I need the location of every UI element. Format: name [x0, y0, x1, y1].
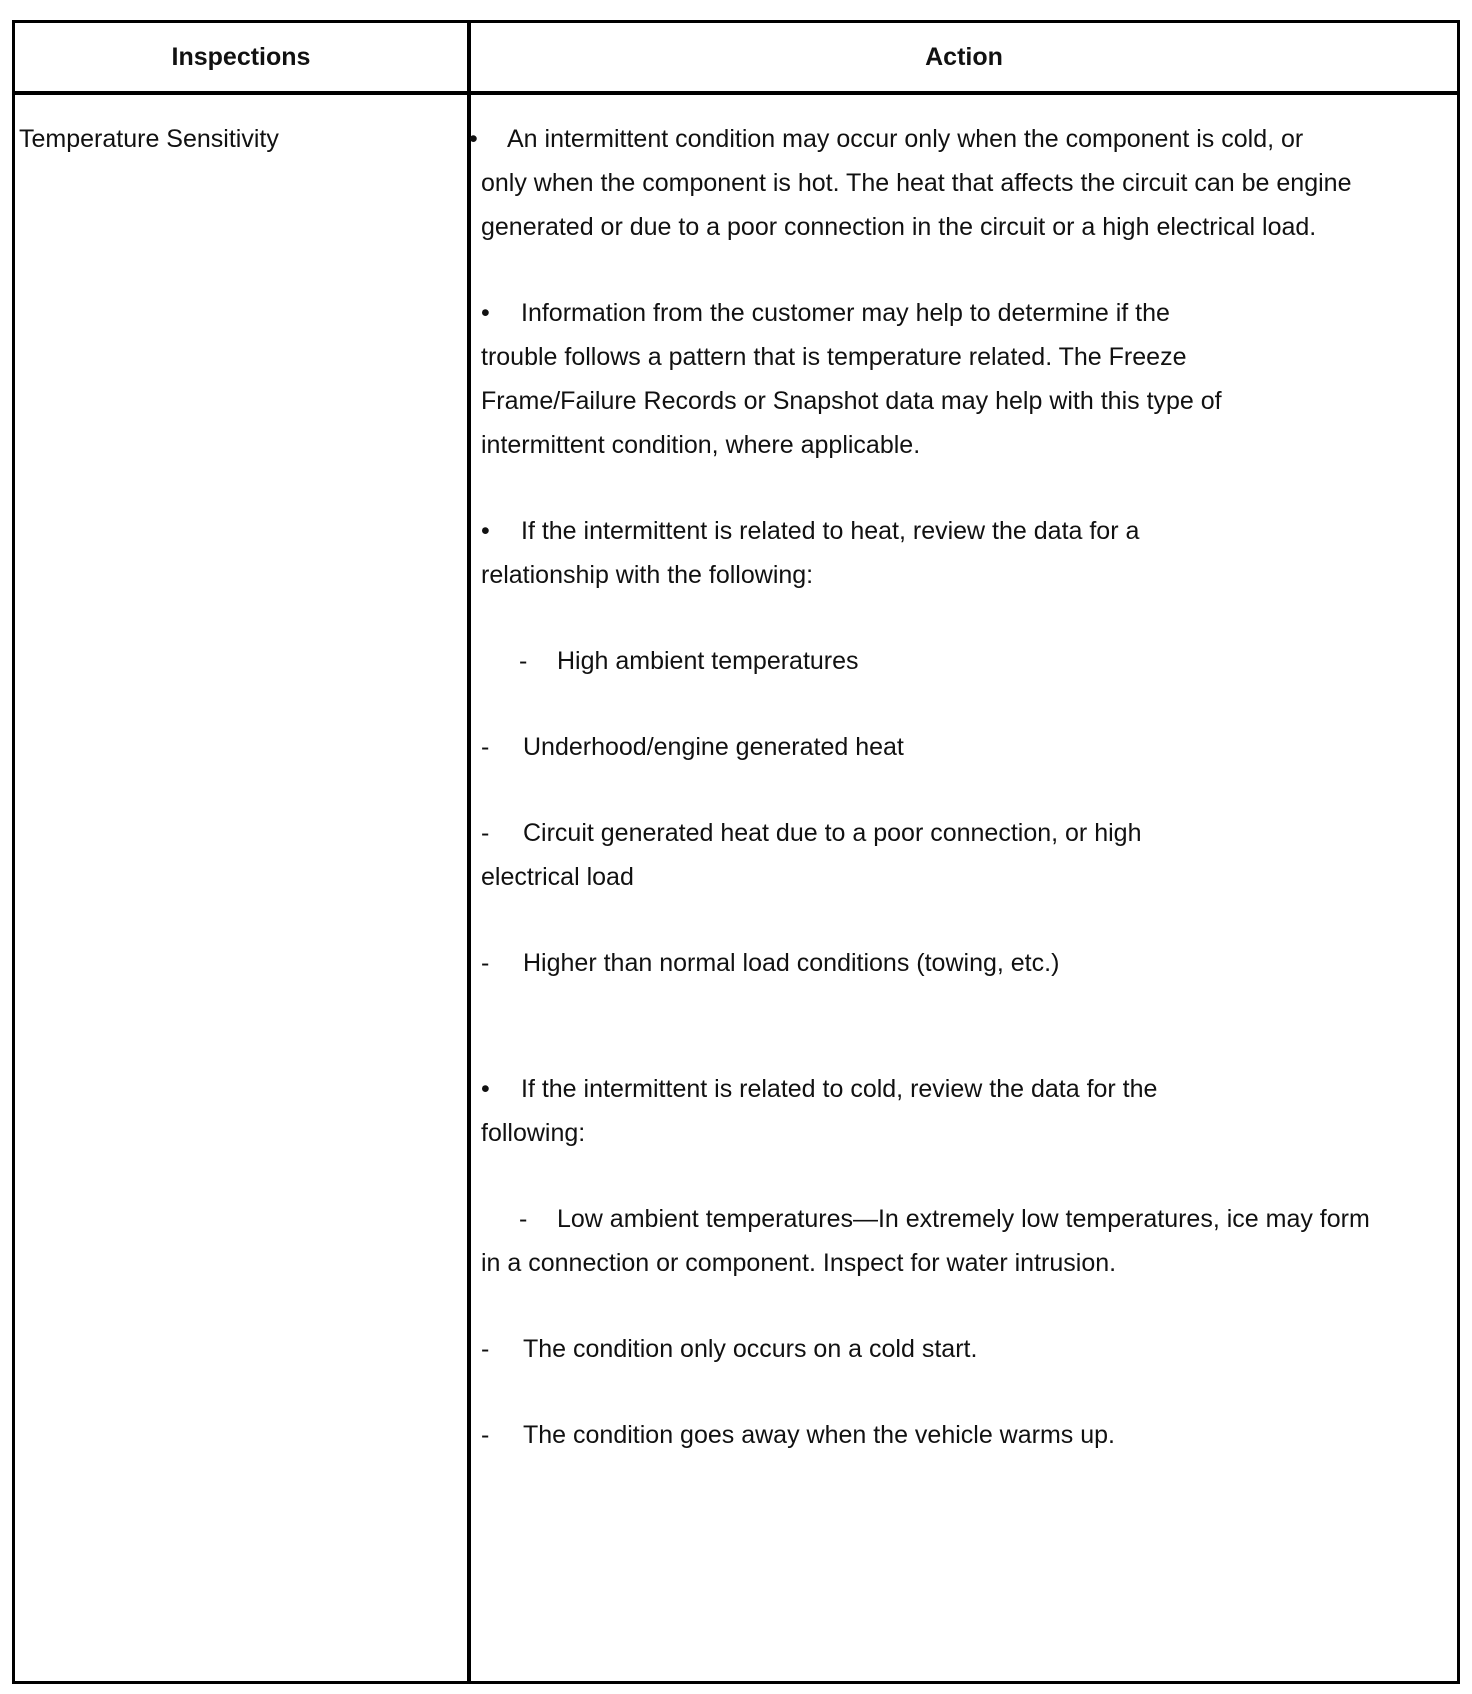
heat-item: [481, 639, 1411, 683]
cold-item: [481, 1413, 1411, 1457]
dash-marker: -: [481, 819, 490, 847]
inspection-table: [12, 20, 1460, 1684]
action-content: [469, 117, 1411, 1457]
list-item-text: Low ambient temperatures—In extremely low temperatures, ice may form in a connection or component. Inspect for water intrusion.: [481, 1205, 1370, 1277]
paragraph-heat-related: [481, 509, 1221, 597]
cold-item: [481, 1327, 1411, 1371]
bullet-marker: •: [481, 517, 490, 545]
list-item-text: High ambient temperatures: [557, 647, 859, 675]
inspection-name: Temperature Sensitivity: [19, 125, 279, 153]
list-item-text: Underhood/engine generated heat: [523, 733, 904, 761]
header-rule: [15, 91, 1457, 95]
paragraph-first-line: An intermittent condition may occur only when the component is cold, or: [507, 125, 1304, 153]
heat-item: [481, 941, 1411, 985]
cold-item: [481, 1197, 1381, 1285]
paragraph-text: Information from the customer may help to determine if the trouble follows a pattern that is temperature related. The Freeze Frame/Failure Records or Snapshot data may help with this type of intermittent condition, where applicable.: [481, 299, 1222, 459]
inspections-header: Inspections: [171, 42, 311, 71]
dash-marker: -: [481, 1335, 490, 1363]
paragraph-text: If the intermittent is related to cold, review the data for the following:: [481, 1075, 1158, 1147]
list-item-text: The condition only occurs on a cold start.: [523, 1335, 978, 1363]
dash-marker: -: [519, 1205, 528, 1233]
dash-marker: -: [519, 647, 528, 675]
list-item-text: Circuit generated heat due to a poor connection, or high electrical load: [481, 819, 1142, 891]
paragraph-intermittent-condition: [469, 117, 1411, 249]
dash-marker: -: [481, 1421, 490, 1449]
heat-item: [481, 725, 1411, 769]
paragraph-text: only when the component is hot. The heat that affects the circuit can be engine generated or due to a poor connection in the circuit or a high electrical load.: [481, 169, 1352, 241]
bullet-marker: •: [481, 1075, 490, 1103]
paragraph-customer-info: [481, 291, 1241, 467]
bullet-marker: •: [481, 299, 490, 327]
column-divider: [467, 23, 471, 1681]
list-item-text: Higher than normal load conditions (towing, etc.): [523, 949, 1060, 977]
list-item-text: The condition goes away when the vehicle warms up.: [523, 1421, 1115, 1449]
bullet-marker: •: [469, 125, 478, 153]
paragraph-cold-related: [481, 1067, 1241, 1155]
paragraph-text: If the intermittent is related to heat, review the data for a relationship with the following:: [481, 517, 1140, 589]
heat-item: [481, 811, 1211, 899]
action-header: Action: [925, 42, 1003, 71]
dash-marker: -: [481, 733, 490, 761]
dash-marker: -: [481, 949, 490, 977]
